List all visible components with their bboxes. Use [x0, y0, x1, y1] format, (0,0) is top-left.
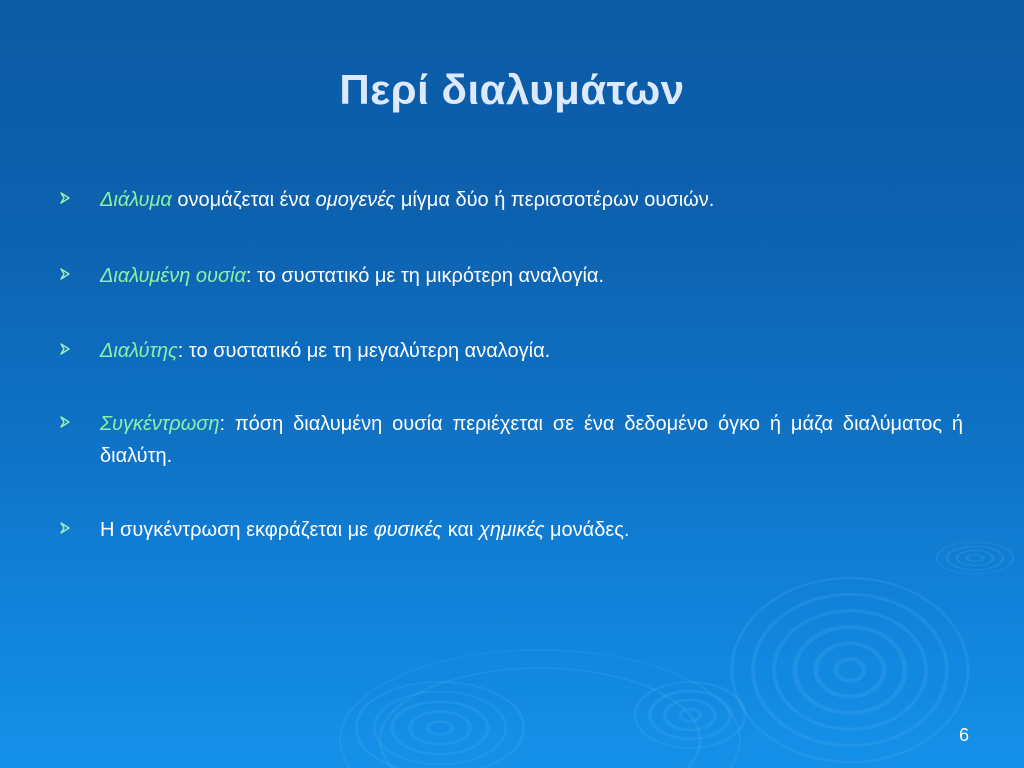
bullet-text-part: μονάδες.	[544, 519, 630, 541]
bullet-term: Διάλυμα	[100, 189, 172, 211]
bullet-text	[100, 184, 963, 216]
bullet-text-part: : πόση διαλυμένη ουσία περιέχεται σε ένα δεδομένο όγκο ή μάζα διαλύματος ή διαλύτη.	[100, 413, 963, 467]
bullet-text-part: : το συστατικό με τη μικρότερη αναλογία.	[245, 265, 605, 287]
bullet-term: Διαλυμένη ουσία	[100, 265, 246, 287]
bullet-text	[100, 514, 963, 546]
slide-title: Περί διαλυμάτων	[339, 66, 685, 113]
ripple-large	[732, 578, 968, 762]
arrow-right-icon	[58, 521, 72, 535]
ripple-small	[937, 542, 1013, 574]
bullet-text	[100, 335, 963, 367]
arrow-right-icon	[58, 342, 72, 356]
bullet-italic: χημικές	[479, 519, 545, 541]
arrow-right-icon	[58, 267, 72, 281]
bullet-text	[100, 408, 963, 472]
bullet-text-part: : το συστατικό με τη μεγαλύτερη αναλογία.	[177, 340, 551, 362]
bullet-term: Συγκέντρωση	[100, 413, 220, 435]
bullet-text-part: ονομάζεται ένα	[171, 189, 316, 211]
bullet-text-part: και	[442, 519, 480, 541]
bullet-text-part: Η συγκέντρωση εκφράζεται με	[100, 519, 374, 541]
bullet-text	[100, 260, 963, 292]
ripple-left	[356, 682, 524, 768]
page-number: 6	[958, 725, 969, 745]
arrow-right-icon	[58, 415, 72, 429]
bullet-text-part: μίγμα δύο ή περισσοτέρων ουσιών.	[395, 189, 715, 211]
arrow-right-icon	[58, 191, 72, 205]
ripple-wide	[340, 650, 740, 768]
bullet-italic: φυσικές	[373, 519, 443, 541]
bullet-italic: ομογενές	[315, 189, 396, 211]
bullet-term: Διαλύτης	[100, 340, 178, 362]
